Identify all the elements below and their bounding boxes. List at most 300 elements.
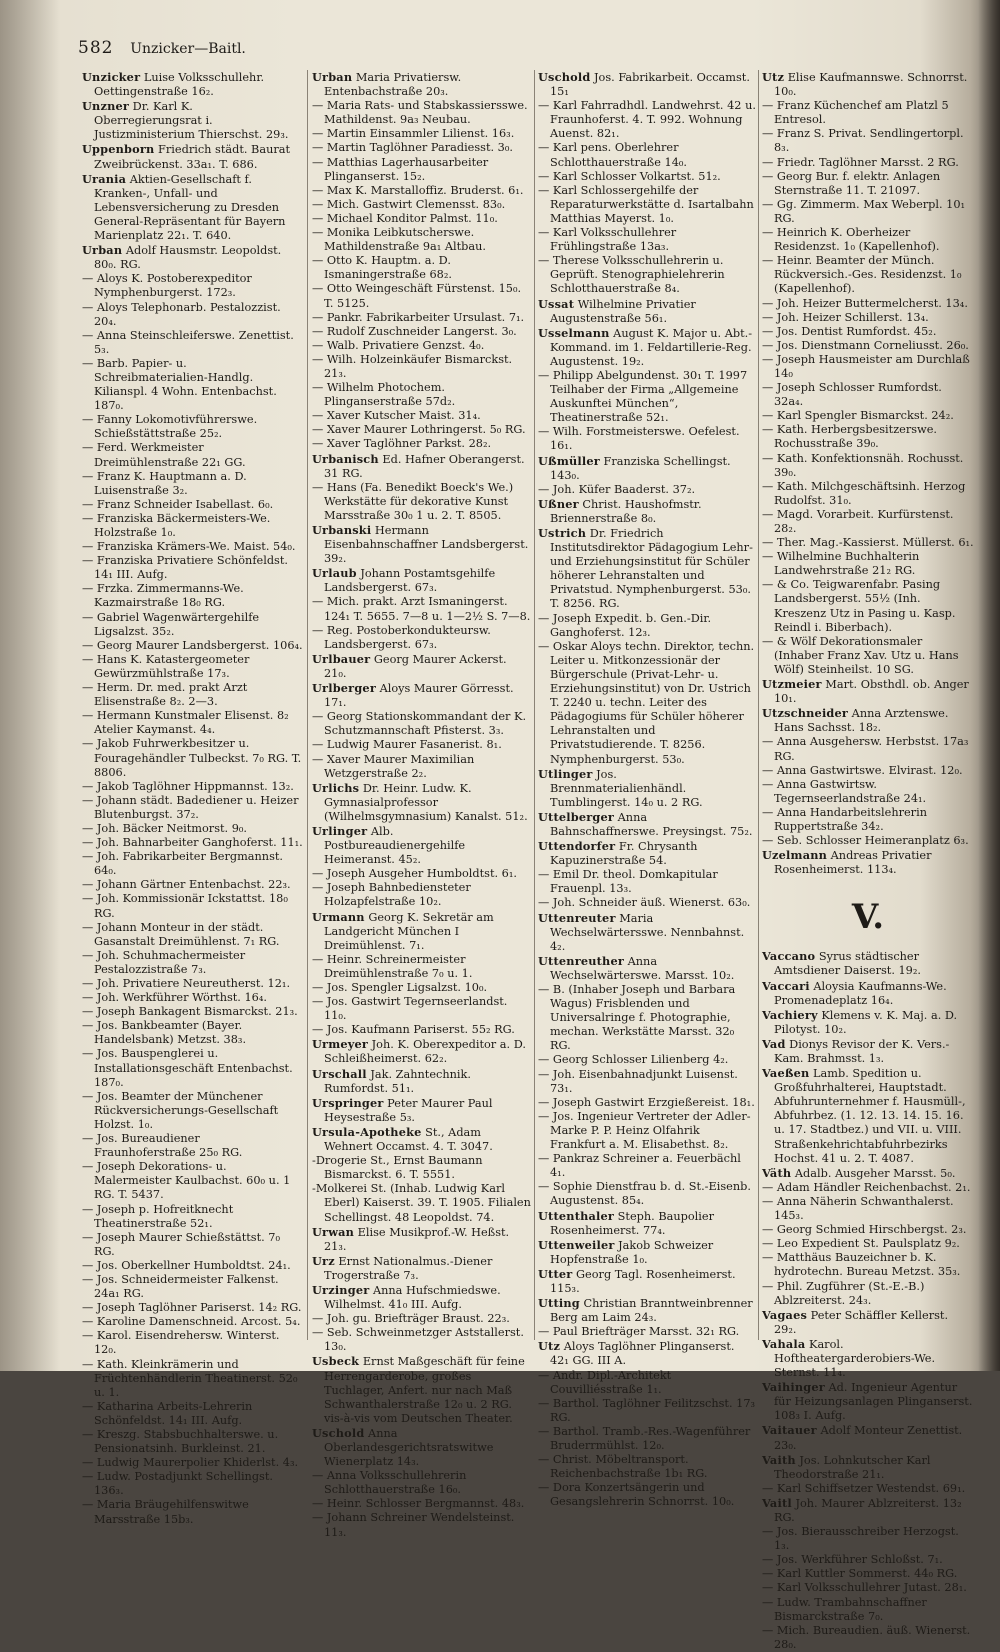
- entry-text: Jos. Lohnkutscher Karl Theodorstraße 21₁.: [774, 1453, 931, 1481]
- directory-entry: [82, 639, 304, 653]
- directory-entry: [762, 1423, 974, 1452]
- entry-text: — Leo Expedient St. Paulsplatz 9₂.: [762, 1237, 960, 1251]
- entry-text: Karol. Hoftheatergarderobiers-We. Sternst. 11₄.: [774, 1337, 936, 1380]
- directory-entry: [312, 995, 532, 1023]
- entry-text: — Fanny Lokomotivführerswe. Schießstättstraße 25₂.: [82, 413, 258, 441]
- entry-text: — Xaver Maurer Maximilian Wetzgerstraße 2₂.: [312, 752, 475, 780]
- entry-surname: Vaeßen: [762, 1066, 810, 1081]
- entry-text: Steph. Baupolier Rosenheimerst. 77₄.: [550, 1209, 714, 1237]
- entry-surname: Urlichs: [312, 780, 360, 795]
- entry-surname: Uttenreuter: [538, 910, 616, 925]
- entry-text: Dr. Karl K. Oberregierungsrat i. Justizministerium Thierschst. 29₃.: [94, 100, 289, 142]
- entry-text: Jos. Fabrikarbeit. Occamst. 15₁: [550, 71, 750, 99]
- entry-surname: Unzner: [82, 99, 130, 114]
- entry-text: Aloys Maurer Görresst. 17₁.: [324, 682, 514, 710]
- entry-text: — Maria Bräugehilfenswitwe Marsstraße 15b₃.: [82, 1498, 249, 1526]
- entry-text: — Joseph Hausmeister am Durchlaß 14₀: [762, 352, 970, 380]
- entry-text: — Mich. Gastwirt Clemensst. 83₀.: [312, 197, 506, 211]
- directory-entry: [762, 226, 974, 254]
- directory-entry: [312, 339, 532, 353]
- entry-text: Johann Postamtsgehilfe Landsbergerst. 67₃.: [324, 567, 496, 595]
- entry-text: Elise Musikprof.-W. Heßst. 21₃.: [324, 1225, 510, 1253]
- entry-surname: Vaccano: [762, 949, 816, 964]
- entry-text: — Joh. Werkführer Wörthst. 16₄.: [82, 991, 267, 1005]
- entry-text: Jos. Brennmaterialienhändl. Tumblingerst. 14₀ u. 2 RG.: [550, 767, 703, 809]
- entry-text: — Therese Volksschullehrerin u. Geprüft. Stenographielehrerin Schlotthauerstraße 8₄.: [538, 254, 725, 296]
- directory-entry: [82, 99, 304, 142]
- directory-entry: [762, 1008, 974, 1037]
- directory-entry: [538, 369, 756, 425]
- directory-entry: [82, 1160, 304, 1202]
- directory-entry: [538, 1425, 756, 1453]
- entry-surname: Usbeck: [312, 1354, 360, 1369]
- entry-text: — Anna Näherin Schwanthalerst. 145₃.: [762, 1194, 954, 1223]
- entry-text: — Xaver Kutscher Maist. 31₄.: [312, 409, 481, 423]
- entry-text: — & Co. Teigwarenfabr. Pasing Landsbergerst. 55½ (Inh. Kreszenz Utz in Pasing u. Kasp. Reindl i. Biberbach).: [762, 578, 956, 634]
- directory-entry: [312, 156, 532, 184]
- directory-entry: [82, 611, 304, 639]
- directory-entry: [538, 1053, 756, 1067]
- entry-text: — Mich. Bureaudien. äuß. Wienerst. 28₀.: [762, 1623, 971, 1651]
- directory-entry: [538, 954, 756, 983]
- entry-text: — Johann städt. Badediener u. Heizer Blutenburgst. 37₂.: [82, 793, 299, 821]
- directory-entry: [312, 824, 532, 867]
- entry-text: — Ludwig Maurer Fasanerist. 8₁.: [312, 738, 502, 752]
- directory-entry: [538, 983, 756, 1053]
- directory-entry: [762, 1496, 974, 1525]
- directory-entry: [762, 735, 974, 763]
- directory-entry: [538, 1180, 756, 1208]
- column-rule: [758, 70, 759, 1340]
- entry-text: Adolf Hausmstr. Leopoldst. 80₀. RG.: [94, 244, 282, 272]
- directory-entry: [538, 1110, 756, 1152]
- entry-text: — Joseph Maurer Schießstättst. 7₀ RG.: [82, 1230, 281, 1258]
- entry-text: — Karl Kuttler Sommerst. 44₀ RG.: [762, 1567, 958, 1581]
- entry-text: Klemens v. K. Maj. a. D. Pilotyst. 10₂.: [774, 1008, 958, 1036]
- entry-text: — Joseph Ausgeher Humboldtst. 6₁.: [312, 867, 517, 881]
- directory-entry: [538, 911, 756, 954]
- directory-entry: [538, 839, 756, 868]
- directory-entry: [538, 1209, 756, 1238]
- directory-entry: [312, 781, 532, 824]
- directory-entry: [762, 353, 974, 381]
- entry-surname: Vaith: [762, 1452, 796, 1467]
- entry-text: Dionys Revisor der K. Vers.-Kam. Brahmsst. 1₃.: [774, 1037, 950, 1065]
- entry-text: — Joseph Dekorations- u. Malermeister Kaulbachst. 60₀ u. 1 RG. T. 5437.: [82, 1160, 291, 1202]
- directory-entry: [312, 566, 532, 595]
- page-header: [78, 38, 958, 60]
- entry-text: — Jos. Werkführer Schloßst. 7₁.: [762, 1553, 943, 1567]
- entry-text: — Karl Schlossergehilfe der Reparaturwerkstätte d. Isartalbahn Matthias Mayerst. 1₀.: [538, 183, 754, 225]
- entry-text: — Karl Schiffsetzer Westendst. 69₁.: [762, 1481, 966, 1495]
- directory-entry: [312, 910, 532, 953]
- directory-entry: [312, 1023, 532, 1037]
- entry-text: — Franziska Privatiere Schönfeldst. 14₁ III. Aufg.: [82, 554, 288, 582]
- entry-text: — Karl pens. Oberlehrer Schlotthauerstraße 14₀.: [538, 141, 687, 169]
- entry-text: — Mich. prakt. Arzt Ismaningerst. 124₁ T. 5655. 7—8 u. 1—2½ S. 7—8.: [312, 595, 531, 623]
- entry-text: — Matthias Lagerhausarbeiter Plinganserst. 15₂.: [312, 155, 489, 183]
- directory-entry: [312, 1067, 532, 1096]
- running-head: Unzicker—Baitl.: [130, 41, 246, 57]
- directory-entry: [82, 441, 304, 469]
- directory-entry: [82, 1329, 304, 1357]
- directory-entry: [762, 1482, 974, 1496]
- entry-text: Joh. Maurer Ablzreiterst. 13₂ RG.: [774, 1496, 962, 1524]
- entry-surname: Vaitauer: [762, 1423, 817, 1438]
- directory-entry: [82, 1047, 304, 1089]
- entry-surname: Vachiery: [762, 1007, 818, 1022]
- entry-text: — Joh. Heizer Schillerst. 13₄.: [762, 310, 929, 324]
- directory-entry: [762, 1066, 974, 1166]
- entry-text: — Michael Konditor Palmst. 11₀.: [312, 211, 498, 225]
- directory-entry: [82, 540, 304, 554]
- entry-text: — Wilh. Holzeinkäufer Bismarckst. 21₃.: [312, 352, 513, 380]
- directory-entry: [82, 1428, 304, 1456]
- entry-text: — Pankraz Schreiner a. Feuerbächl 4₁.: [538, 1152, 741, 1180]
- directory-entry: [312, 481, 532, 523]
- entry-text: — Hans (Fa. Benedikt Boeck's We.) Werkstätte für dekorative Kunst Marsstraße 30₀ 1 u. 2. T. 8505.: [312, 480, 514, 522]
- entry-text: — Xaver Maurer Lothringerst. 5₀ RG.: [312, 423, 526, 437]
- entry-text: Friedrich städt. Baurat Zweibrückenst. 33a₁. T. 686.: [94, 143, 291, 171]
- entry-text: — Jos. Bureaudiener Fraunhoferstraße 25₀ RG.: [82, 1132, 243, 1160]
- directory-entry: [762, 452, 974, 480]
- directory-entry: [82, 878, 304, 892]
- entry-text: Ernst Maßgeschäft für feine Herrengarderobe, großes Tuchlager, Anfert. nur nach Maß Schwanthalerstraße 12₀ u. 2 RG. vis-à-vis vom Deutschen Theater.: [324, 1355, 525, 1425]
- directory-entry: [762, 1181, 974, 1195]
- entry-text: — Otto Weingeschäft Fürstenst. 15₀. T. 5125.: [312, 282, 522, 310]
- entry-text: — Jos. Schneidermeister Falkenst. 24a₁ RG.: [82, 1272, 279, 1301]
- directory-entry: [762, 156, 974, 170]
- directory-entry: [312, 452, 532, 481]
- entry-text: — Anna Steinschleiferswe. Zenettist. 5₃.: [82, 328, 294, 356]
- directory-entry: [82, 498, 304, 512]
- directory-entry: [762, 1567, 974, 1581]
- directory-entry: [82, 977, 304, 991]
- directory-entry: [538, 810, 756, 839]
- entry-text: Joh. K. Oberexpeditor a. D. Schleißheimerst. 62₂.: [324, 1038, 526, 1066]
- directory-entry: [312, 867, 532, 881]
- directory-entry: [762, 834, 974, 848]
- entry-surname: Utlinger: [538, 766, 593, 781]
- gutter-shadow: [0, 0, 60, 1371]
- entry-surname: Uttenweiler: [538, 1237, 615, 1252]
- directory-entry: [312, 881, 532, 909]
- entry-text: — Ludwig Maurerpolier Khiderlst. 4₃.: [82, 1456, 299, 1470]
- entry-text: — Franz S. Privat. Sendlingertorpl. 8₃.: [762, 127, 964, 155]
- entry-surname: Usselmann: [538, 325, 610, 340]
- column-1: [82, 70, 304, 1526]
- directory-entry: [762, 508, 974, 536]
- entry-text: Anna Wechselwärterswe. Marsst. 10₂.: [550, 954, 735, 982]
- directory-entry: [312, 311, 532, 325]
- directory-entry: [82, 850, 304, 878]
- entry-surname: Urban: [82, 243, 123, 258]
- entry-text: — Joseph Bankagent Bismarckst. 21₃.: [82, 1005, 298, 1019]
- entry-surname: Urania: [82, 171, 127, 186]
- entry-text: Anna Bahnschaffnerswe. Preysingst. 75₂.: [550, 810, 753, 838]
- directory-entry: [538, 226, 756, 254]
- directory-entry: [762, 1624, 974, 1652]
- directory-entry: [82, 1456, 304, 1470]
- directory-entry: [82, 301, 304, 329]
- directory-entry: [538, 526, 756, 612]
- directory-entry: [82, 1019, 304, 1047]
- directory-entry: [538, 767, 756, 810]
- directory-entry: [538, 454, 756, 483]
- directory-entry: [312, 141, 532, 155]
- entry-surname: Ustrich: [538, 526, 587, 540]
- directory-entry: [82, 470, 304, 498]
- directory-entry: [762, 1251, 974, 1279]
- entry-text: Adalb. Ausgeher Marsst. 5₀.: [794, 1166, 956, 1180]
- entry-text: Peter Maurer Paul Heysestraße 5₃.: [324, 1096, 493, 1124]
- directory-entry: [82, 1301, 304, 1315]
- directory-entry: [538, 1339, 756, 1368]
- entry-text: — Anna Gastwirtswe. Elvirast. 12₀.: [762, 763, 963, 777]
- entry-surname: Ußmüller: [538, 453, 600, 468]
- directory-entry: [82, 780, 304, 794]
- entry-text: — Jos. Bankbeamter (Bayer. Handelsbank) Metzst. 38₃.: [82, 1019, 247, 1047]
- directory-entry: [82, 272, 304, 300]
- entry-text: — Martin Einsammler Lilienst. 16₃.: [312, 127, 515, 141]
- directory-entry: [762, 1237, 974, 1251]
- entry-text: — Jakob Fuhrwerkbesitzer u. Fouragehändler Tulbeckst. 7₀ RG. T. 8806.: [82, 737, 302, 779]
- directory-entry: [762, 677, 974, 706]
- entry-text: — Joseph Gastwirt Erzgießereist. 18₁.: [538, 1095, 755, 1109]
- directory-entry: [538, 1481, 756, 1509]
- entry-surname: Urbanisch: [312, 451, 379, 466]
- entry-surname: Uttenreuther: [538, 953, 625, 968]
- entry-text: — Adam Händler Reichenbachst. 2₁.: [762, 1180, 971, 1194]
- entry-text: — Karl Volksschullehrer Frühlingstraße 13a₃.: [538, 226, 677, 254]
- entry-text: — Hans K. Katastergeometer Gewürzmühlstraße 17₃.: [82, 652, 250, 680]
- entry-text: — Katharina Arbeits-Lehrerin Schönfeldst. 14₁ III. Aufg.: [82, 1399, 253, 1427]
- book-edge: [978, 0, 1000, 1371]
- directory-entry: [82, 1470, 304, 1498]
- directory-entry: [762, 1037, 974, 1066]
- entry-text: — Reg. Postoberkondukteursw. Landsbergerst. 67₃.: [312, 623, 491, 651]
- entry-text: — Jos. Kaufmann Pariserst. 55₂ RG.: [312, 1023, 515, 1037]
- entry-text: — Gg. Zimmerm. Max Weberpl. 10₁ RG.: [762, 197, 966, 225]
- entry-surname: Unzicker: [82, 70, 141, 84]
- entry-text: — Frzka. Zimmermanns-We. Kazmairstraße 18₀ RG.: [82, 582, 244, 610]
- directory-entry: [538, 896, 756, 910]
- directory-entry: [312, 282, 532, 310]
- entry-text: — Georg Bur. f. elektr. Anlagen Sternstraße 11. T. 21097.: [762, 169, 941, 197]
- entry-surname: Vad: [762, 1036, 786, 1051]
- directory-entry: [538, 1238, 756, 1267]
- entry-text: — Kath. Milchgeschäftsinh. Herzog Rudolfst. 31₀.: [762, 479, 966, 507]
- entry-text: Ernst Nationalmus.-Diener Trogerstraße 7₃.: [324, 1254, 493, 1282]
- entry-text: Christ. Haushofmstr. Briennerstraße 8₀.: [550, 497, 702, 525]
- entry-text: — Hermann Kunstmaler Elisenst. 8₂ Atelier Kaymanst. 4₄.: [82, 709, 289, 737]
- directory-entry: [312, 198, 532, 212]
- entry-text: — Aloys K. Postoberexpeditor Nymphenburgerst. 172₃.: [82, 272, 252, 300]
- entry-text: Mart. Obsthdl. ob. Anger 10₁.: [774, 678, 969, 706]
- entry-text: — Kath. Herbergsbesitzerswe. Rochusstraße 39₀.: [762, 423, 937, 451]
- entry-text: — Jakob Taglöhner Hippmannst. 13₂.: [82, 779, 294, 793]
- directory-entry: [312, 1037, 532, 1066]
- entry-text: Georg Maurer Ackerst. 21₀.: [324, 652, 507, 680]
- entry-text: — Georg Schmied Hirschbergst. 2₃.: [762, 1223, 967, 1237]
- directory-entry: [312, 738, 532, 752]
- entry-text: — Franz K. Hauptmann a. D. Luisenstraße 3₂.: [82, 469, 247, 497]
- directory-entry: [538, 1152, 756, 1180]
- directory-entry: [82, 1498, 304, 1526]
- entry-text: Dr. Heinr. Ludw. K. Gymnasialprofessor (Wilhelmsgymnasium) Kanalst. 51₂.: [324, 781, 528, 823]
- directory-entry: [538, 497, 756, 526]
- entry-text: — Friedr. Taglöhner Marsst. 2 RG.: [762, 155, 959, 169]
- directory-entry: [312, 99, 532, 127]
- entry-text: — Herm. Dr. med. prakt Arzt Elisenstraße 8₂. 2—3.: [82, 681, 248, 709]
- entry-text: Franziska Schellingst. 143₀.: [550, 454, 731, 482]
- entry-surname: Utz: [538, 1339, 561, 1354]
- directory-entry: [538, 141, 756, 169]
- entry-text: Christian Branntweinbrenner Berg am Laim 24₃.: [550, 1297, 753, 1325]
- directory-entry: [762, 297, 974, 311]
- column-3: [538, 70, 756, 1509]
- entry-text: Luise Volksschullehr. Oettingenstraße 16₂.: [94, 71, 265, 99]
- entry-text: Peter Schäffler Kellerst. 29₂.: [774, 1308, 949, 1336]
- entry-surname: Urspringer: [312, 1095, 384, 1110]
- directory-entry: [82, 822, 304, 836]
- directory-entry: [538, 1296, 756, 1325]
- directory-entry: [762, 536, 974, 550]
- entry-text: — Paul Briefträger Marsst. 32₁ RG.: [538, 1325, 740, 1339]
- entry-text: — Barthol. Taglöhner Feilitzschst. 17₃ RG.: [538, 1396, 756, 1424]
- entry-text: — Martin Taglöhner Paradiesst. 3₀.: [312, 141, 513, 155]
- entry-surname: Utz: [762, 70, 785, 84]
- entry-text: Dr. Friedrich Institutsdirektor Pädagogium Lehr- und Erziehungsinstitut für Schüler höherer Lehranstalten und Privatstud. Nymphenburgerst. 53₀. T. 8256. RG.: [550, 527, 753, 611]
- directory-entry: [312, 1354, 532, 1425]
- entry-text: — Joh. Fabrikarbeiter Bergmannst. 64₀.: [82, 850, 283, 878]
- entry-text: — Joh. Kommissionär Ickstattst. 18₀ RG.: [82, 892, 288, 920]
- entry-text: — Georg Maurer Landsbergerst. 106₄.: [82, 638, 303, 652]
- directory-entry: [82, 512, 304, 540]
- entry-text: — Jos. Oberkellner Humboldtst. 24₁.: [82, 1258, 291, 1272]
- entry-text: St., Adam Wehnert Occamst. 4. T. 3047.: [324, 1125, 493, 1154]
- directory-entry: [312, 226, 532, 254]
- directory-entry: [762, 1166, 974, 1181]
- entry-surname: Uschold: [312, 1425, 365, 1440]
- directory-entry: [538, 326, 756, 369]
- directory-entry: [82, 1231, 304, 1259]
- directory-entry: [538, 1325, 756, 1339]
- directory-entry: [762, 198, 974, 226]
- directory-entry: [82, 413, 304, 441]
- directory-entry: [312, 523, 532, 566]
- entry-text: — Joh. Küfer Baaderst. 37₂.: [538, 482, 696, 496]
- entry-text: Jakob Schweizer Hopfenstraße 1₀.: [550, 1238, 714, 1266]
- directory-entry: [82, 921, 304, 949]
- directory-entry: [538, 254, 756, 296]
- entry-surname: Uzelmann: [762, 848, 828, 863]
- entry-text: — Pankr. Fabrikarbeiter Ursulast. 7₁.: [312, 310, 525, 324]
- directory-entry: [82, 172, 304, 243]
- directory-entry: [538, 868, 756, 896]
- entry-surname: Uppenborn: [82, 142, 155, 157]
- directory-entry: [762, 423, 974, 451]
- directory-entry: [312, 127, 532, 141]
- entry-text: Anna Oberlandesgerichtsratswitwe Wienerplatz 14₃.: [324, 1426, 494, 1469]
- directory-entry: [538, 99, 756, 141]
- entry-text: — Joseph Schlosser Rumfordst. 32a₄.: [762, 381, 942, 409]
- directory-entry: [82, 892, 304, 920]
- directory-entry: [762, 1596, 974, 1624]
- entry-surname: Utting: [538, 1296, 580, 1311]
- directory-entry: [762, 635, 974, 677]
- entry-surname: Urban: [312, 70, 353, 84]
- directory-entry: [312, 437, 532, 451]
- directory-entry: [312, 981, 532, 995]
- entry-text: — Karol. Eisendrehersw. Winterst. 12₀.: [82, 1329, 280, 1357]
- entry-text: — Anna Volksschullehrerin Schlotthauerstraße 16₀.: [312, 1469, 467, 1497]
- directory-entry: [762, 578, 974, 634]
- entry-surname: Vaccari: [762, 978, 810, 993]
- directory-entry: [82, 1400, 304, 1428]
- entry-surname: Urlbauer: [312, 651, 371, 666]
- directory-entry: [762, 1337, 974, 1380]
- entry-text: — Georg Schlosser Lilienberg 4₂.: [538, 1053, 729, 1067]
- entry-surname: Väth: [762, 1165, 792, 1180]
- directory-entry: [82, 582, 304, 610]
- directory-entry: [312, 325, 532, 339]
- entry-text: Adolf Monteur Zenettist. 23₀.: [774, 1424, 963, 1452]
- directory-entry: [538, 170, 756, 184]
- entry-text: — Jos. Spengler Ligsalzst. 10₀.: [312, 981, 488, 994]
- entry-text: — Karl Fahrradhdl. Landwehrst. 42 u. Fraunhoferst. 4. T. 992. Wohnung Auenst. 82₁.: [538, 99, 756, 141]
- entry-text: — Jos. Beamter der Münchener Rückversicherungs-Gesellschaft Holzst. 1₀.: [82, 1089, 279, 1131]
- directory-entry: [762, 706, 974, 735]
- directory-entry: [82, 329, 304, 357]
- entry-text: — Jos. Ingenieur Vertreter der Adler-Marke P. P. Heinz Olfahrik Frankfurt a. M. Elisabethst. 8₂.: [538, 1109, 751, 1152]
- entry-text: — & Wölf Dekorationsmaler (Inhaber Franz Xav. Utz u. Hans Wölf) Steinheilst. 10 SG.: [762, 634, 959, 676]
- entry-text: — Joh. Eisenbahnadjunkt Luisenst. 73₁.: [538, 1067, 738, 1095]
- entry-text: — Joh. Bahnarbeiter Ganghoferst. 11₁.: [82, 836, 303, 850]
- directory-entry: [312, 1469, 532, 1497]
- directory-entry: [762, 480, 974, 508]
- column-4: [762, 70, 974, 1651]
- directory-entry: [538, 1267, 756, 1296]
- directory-entry: [762, 311, 974, 325]
- directory-entry: [312, 423, 532, 437]
- entry-text: — Franz Küchenchef am Platzl 5 Entresol.: [762, 99, 949, 127]
- directory-entry: [82, 1090, 304, 1132]
- entry-text: — Joh. Schneider äuß. Wienerst. 63₀.: [538, 896, 751, 910]
- entry-text: — Barthol. Tramb.-Res.-Wagenführer Bruderrmühlst. 12₀.: [538, 1424, 751, 1452]
- entry-text: — Oskar Aloys techn. Direktor, techn. Leiter u. Mitkonzessionär der Bürgerschule (Privat-Lehr- u. Erziehungsinstitut) von Dr. Ustrich T. 2240 u. techn. Leiter des Pädagogiums für Schüler höherer Lehranstalten und Privatstudierende. T. 8256. Nymphenburgerst. 53₀.: [538, 639, 755, 766]
- directory-entry: [762, 1525, 974, 1553]
- entry-text: — Philipp Abelgundenst. 30₁ T. 1997 Teilhaber der Firma „Allgemeine Auskunftei München“, Theatinerstraße 52₁.: [538, 368, 748, 425]
- directory-entry: [762, 127, 974, 155]
- directory-entry: [762, 778, 974, 806]
- entry-text: — Karl Schlosser Volkartst. 51₂.: [538, 169, 721, 183]
- directory-entry: [538, 612, 756, 640]
- entry-text: Ad. Ingenieur Agentur für Heizungsanlagen Plinganserst. 108₃ I. Aufg.: [774, 1381, 973, 1423]
- entry-surname: Urzinger: [312, 1282, 370, 1297]
- entry-text: Alb. Postbureaudienergehilfe Heimeranst. 45₂.: [324, 824, 466, 867]
- directory-entry: [82, 554, 304, 582]
- directory-entry: [82, 1132, 304, 1160]
- column-2: [312, 70, 532, 1539]
- entry-text: Maria Wechselwärtersswe. Nennbahnst. 4₂.: [550, 911, 745, 953]
- directory-entry: [538, 1397, 756, 1425]
- entry-text: Lamb. Spedition u. Großfuhrhalterei, Hauptstadt. Abfuhrunternehmer f. Hausmüll-, Abfuhrbez. (1. 12. 13. 14. 15. 16. u. 17. Stadtbez.) und VII. u. VIII. Straßenkehrichtabfuhrbezirks Hochst. 41 u. 2. T. 4087.: [774, 1067, 966, 1165]
- entry-text: August K. Major u. Abt.-Kommand. im 1. Feldartillerie-Reg. Augustenst. 19₂.: [550, 326, 753, 368]
- entry-text: — Seb. Schlosser Heimeranplatz 6₃.: [762, 834, 969, 848]
- page-number: 582: [78, 38, 114, 58]
- directory-entry: [82, 836, 304, 850]
